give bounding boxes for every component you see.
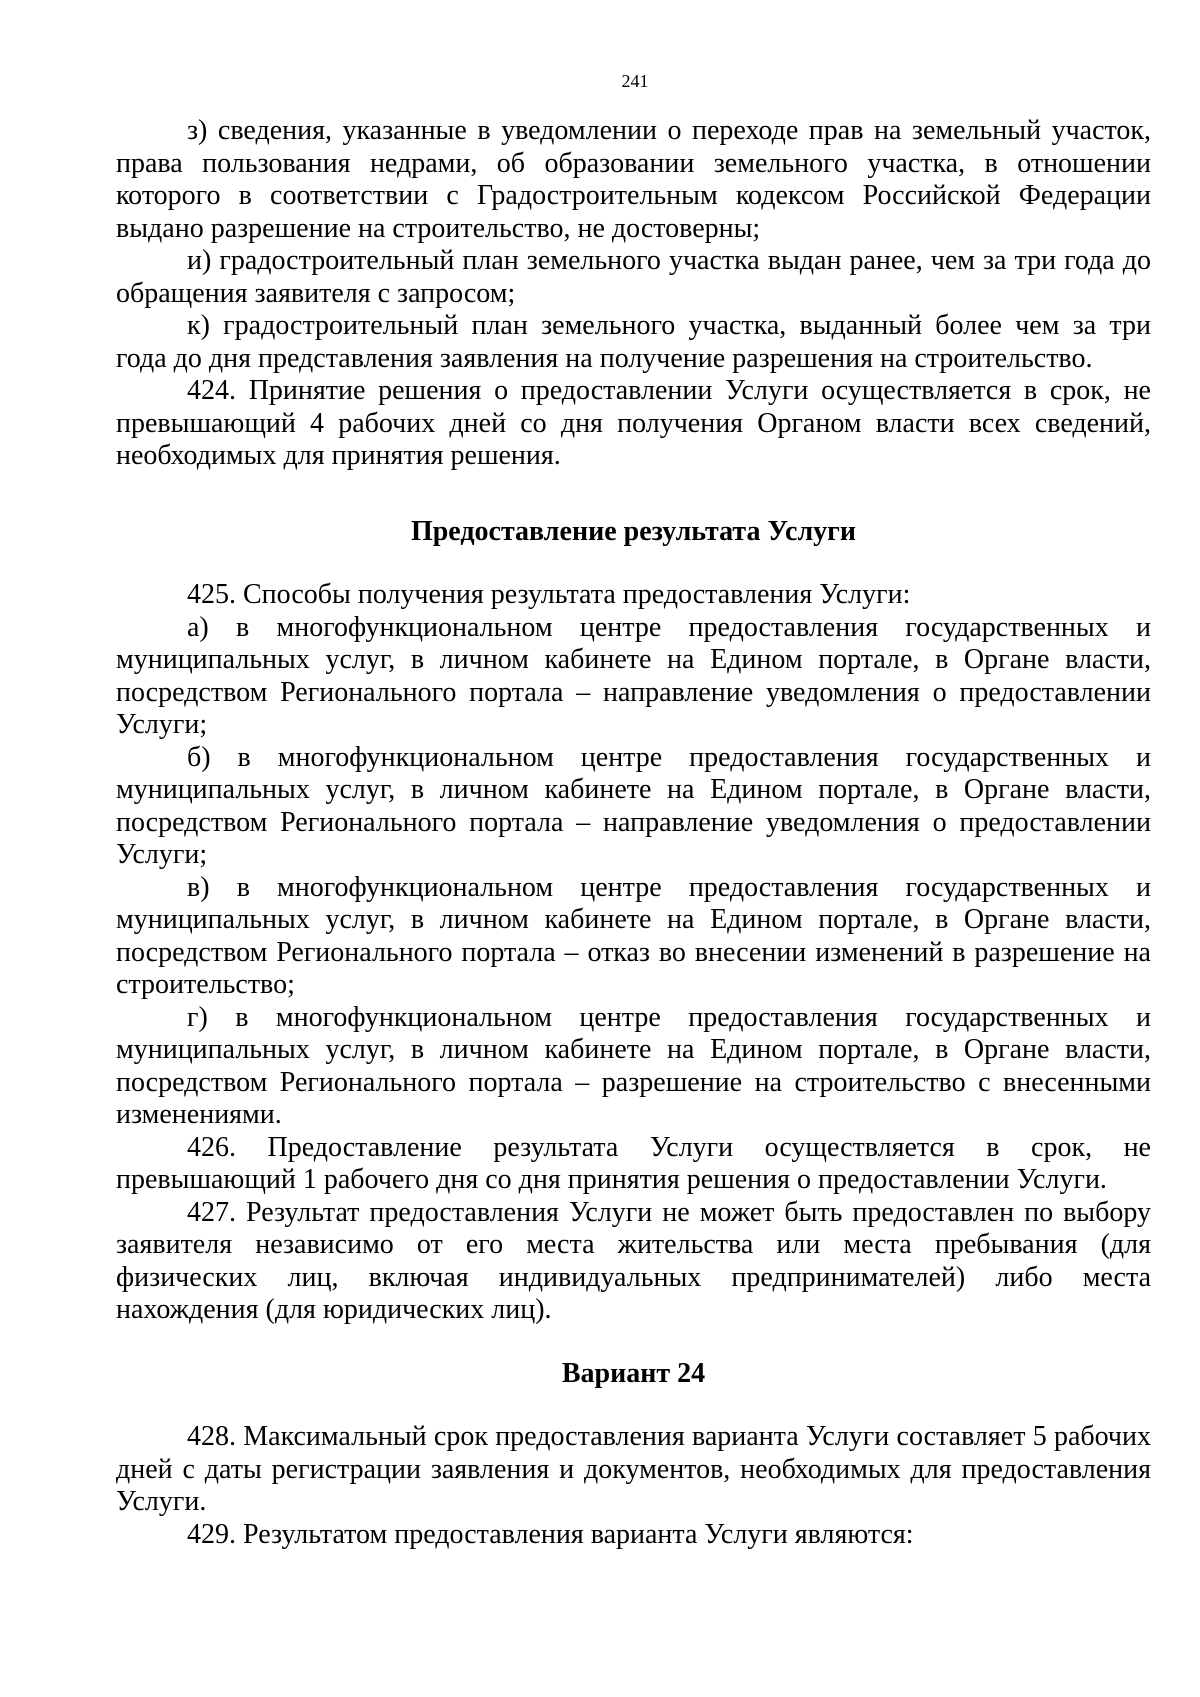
paragraph-item-b: б) в многофункциональном центре предоставления государственных и муниципальных услуг, в личном кабинете на Едином портале, в Органе власти, посредством Регионального портала – направление уведомления о предоставлении Услуги;: [116, 741, 1151, 870]
paragraph-425: 425. Способы получения результата предоставления Услуги:: [187, 579, 911, 610]
paragraph-429: 429. Результатом предоставления варианта Услуги являются:: [187, 1518, 914, 1550]
paragraph-item-i: и) градостроительный план земельного участка выдан ранее, чем за три года до обращения заявителя с запросом;: [116, 245, 1151, 309]
document-body: [116, 115, 1151, 1551]
section-heading-result: Предоставление результата Услуги: [410, 515, 857, 547]
paragraph-424: 424. Принятие решения о предоставлении Услуги осуществляется в срок, не превышающий 4 рабочих дней со дня получения Органом власти всех сведений, необходимых для принятия решения.: [116, 375, 1151, 471]
paragraph-item-k: к) градостроительный план земельного участка, выданный более чем за три года до дня представления заявления на получение разрешения на строительство.: [116, 310, 1151, 374]
paragraph-428: 428. Максимальный срок предоставления варианта Услуги составляет 5 рабочих дней с даты регистрации заявления и документов, необходимых для предоставления Услуги.: [116, 1421, 1151, 1517]
paragraph-item-a: а) в многофункциональном центре предоставления государственных и муниципальных услуг, в личном кабинете на Едином портале, в Органе власти, посредством Регионального портала – направление уведомления о предоставлении Услуги;: [116, 611, 1151, 740]
paragraph-item-g: г) в многофункциональном центре предоставления государственных и муниципальных услуг, в личном кабинете на Едином портале, в Органе власти, посредством Регионального портала – разрешение на строительство с внесенными изменениями.: [116, 1001, 1151, 1130]
paragraph-426: 426. Предоставление результата Услуги осуществляется в срок, не превышающий 1 рабочего дня со дня принятия решения о предоставлении Услуги.: [116, 1131, 1151, 1195]
paragraph-item-v: в) в многофункциональном центре предоставления государственных и муниципальных услуг, в личном кабинете на Едином портале, в Органе власти, посредством Регионального портала – отказ во внесении изменений в разрешение на строительство;: [116, 871, 1151, 1000]
section-heading-variant: Вариант 24: [561, 1357, 706, 1389]
paragraph-item-z: з) сведения, указанные в уведомлении о переходе прав на земельный участок, права пользования недрами, об образовании земельного участка, в отношении которого в соответствии с Градостроительным кодексом Российской Федерации выдано разрешение на строительство, не достоверны;: [116, 115, 1151, 244]
paragraph-427: 427. Результат предоставления Услуги не может быть предоставлен по выбору заявителя независимо от его места жительства или места пребывания (для физических лиц, включая индивидуальных предпринимателей) либо места нахождения (для юридических лиц).: [116, 1196, 1151, 1325]
page-number: 241: [621, 71, 649, 91]
